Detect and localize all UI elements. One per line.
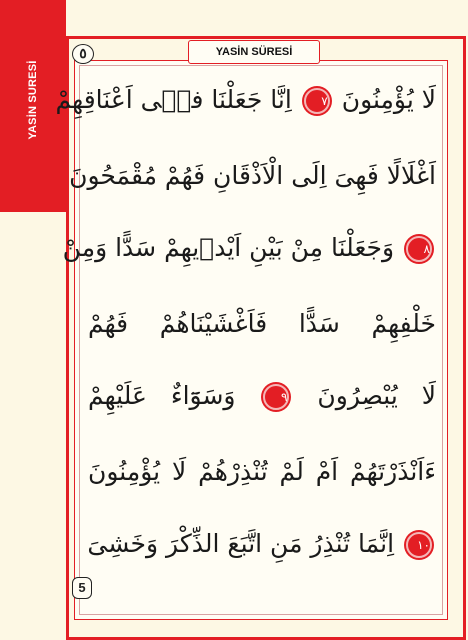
text-line-3	[62, 220, 436, 276]
side-tab-label: YASİN SURESİ	[27, 60, 39, 140]
text-segment: وَسَوَٓاءٌ عَلَيْهِمْ	[88, 381, 236, 410]
text-line-4	[88, 296, 436, 352]
page-number-arabic: ٥	[72, 44, 94, 64]
verse-number-marker: ٩	[263, 384, 289, 410]
text-segment: اِنَّا جَعَلْنَا فٖۤى اَعْنَاقِهِمْ	[55, 85, 292, 114]
page-number: 5	[72, 577, 92, 599]
text-line-6	[88, 444, 436, 500]
text-segment: لَا يُبْصِرُونَ	[317, 381, 436, 410]
text-segment: ءَاَنْذَرْتَهُمْ اَمْ لَمْ تُنْذِرْهُمْ لَا يُؤْمِنُونَ	[88, 457, 436, 486]
text-segment: وَجَعَلْنَا مِنْ بَيْنِ اَيْدٖيهِمْ سَدًّا وَمِنْ	[62, 233, 395, 262]
text-segment: اَغْلَالًا فَهِىَ اِلَى الْاَذْقَانِ فَهُمْ مُقْمَحُونَ	[69, 161, 436, 190]
text-segment: اِنَّمَا تُنْذِرُ مَنِ اتَّبَعَ الذِّكْرَ وَخَشِىَ	[87, 529, 395, 558]
text-line-7	[88, 516, 436, 572]
verse-number-marker: ١٠	[406, 532, 432, 558]
text-segment: لَا يُؤْمِنُونَ	[341, 85, 436, 114]
surah-title: YASİN SÜRESİ	[188, 40, 320, 64]
verse-number-marker: ٨	[406, 236, 432, 262]
text-line-2	[69, 148, 436, 204]
text-line-5	[88, 368, 436, 424]
text-segment: خَلْفِهِمْ سَدًّا فَاَغْشَيْنَاهُمْ فَهُمْ	[88, 309, 436, 338]
text-line-1	[55, 72, 436, 128]
verse-number-marker: ٧	[304, 88, 330, 114]
